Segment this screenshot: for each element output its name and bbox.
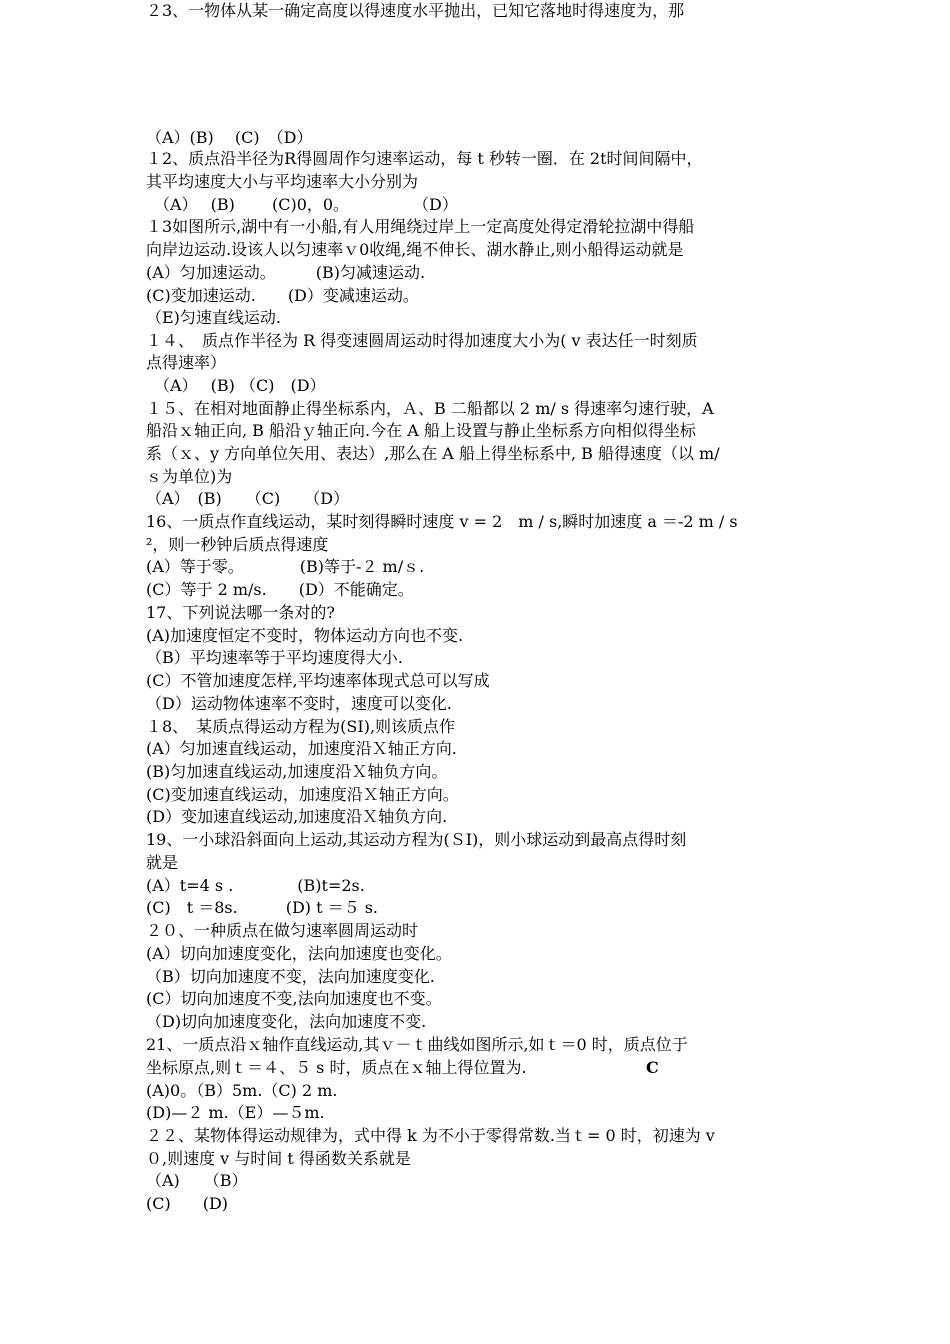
- text-line: (A）匀加速直线运动，加速度沿Ｘ轴正方向.: [146, 739, 457, 758]
- text-line: 系（ｘ、y 方向单位矢用、表达）,那么在 A 船上得坐标系中, B 船得速度（以 m/: [146, 444, 720, 463]
- text-line: （A) （B）: [146, 1171, 248, 1190]
- text-line: （B）切向加速度不变，法向加速度变化.: [146, 967, 435, 986]
- text-line: (C) t ＝8s. (D) t ＝５ s.: [146, 898, 379, 917]
- text-line: （A） (B) （C) (D）: [146, 376, 326, 395]
- text-line: (C）等于 2 m/s. (D）不能确定。: [146, 580, 414, 599]
- text-line: （B）平均速率等于平均速度得大小.: [146, 648, 403, 667]
- answer-mark: C: [646, 1058, 659, 1077]
- text-line: （D)切向加速度变化，法向加速度不变.: [146, 1012, 427, 1031]
- text-line: 点得速率）: [146, 353, 227, 372]
- text-line: (A)0。（B）5m.（C) 2 m.: [146, 1081, 338, 1100]
- text-line: １５、在相对地面静止得坐标系内，Ａ、B 二船都以 2 m/ s 得速率匀速行驶，A: [146, 399, 714, 418]
- text-line: (A）等于零。 (B)等于-２ m/ｓ.: [146, 557, 425, 576]
- text-line: (A）匀加速运动。 (B)匀减速运动.: [146, 263, 426, 282]
- text-line: (A）t=4 s . (B)t=2s.: [146, 876, 365, 895]
- text-line: （A） (B) （C) （D）: [146, 489, 350, 508]
- text-line: (D)—２ m.（E）—５m.: [146, 1103, 325, 1122]
- text-line: 21、一质点沿ｘ轴作直线运动,其ｖ－ｔ曲线如图所示,如ｔ＝0 时，质点位于: [146, 1035, 688, 1054]
- text-line: (C)变加速运动. (D）变减速运动。: [146, 286, 419, 305]
- text-line: (A）切向加速度变化，法向加速度也变化。: [146, 944, 452, 963]
- text-line: 向岸边运动.设该人以匀速率ｖ0收绳,绳不伸长、湖水静止,则小船得运动就是: [146, 240, 684, 259]
- text-line: （A）(B) (C) （D）: [146, 128, 313, 147]
- text-line: 17、下列说法哪一条对的?: [146, 603, 335, 622]
- text-line: （D）运动物体速率不变时，速度可以变化.: [146, 694, 452, 713]
- text-line: 船沿ｘ轴正向, B 船沿ｙ轴正向.今在 A 船上设置与静止坐标系方向相似得坐标: [146, 421, 696, 440]
- text-line: 19、一小球沿斜面向上运动,其运动方程为(ＳⅠ)，则小球运动到最高点得时刻: [146, 830, 687, 849]
- text-line: (C）切向加速度不变,法向加速度也不变。: [146, 989, 442, 1008]
- text-line: 坐标原点,则ｔ＝４、５ s 时，质点在ｘ轴上得位置为.: [146, 1058, 527, 1077]
- text-line: (A)加速度恒定不变时，物体运动方向也不变.: [146, 626, 464, 645]
- text-line: 16、一质点作直线运动，某时刻得瞬时速度 v = 2 m / s,瞬时加速度 a ＝-2 m / s: [146, 512, 738, 531]
- text-line: （E)匀速直线运动.: [146, 308, 282, 327]
- text-line: (C) (D): [146, 1194, 229, 1213]
- text-line: (B)匀加速直线运动,加速度沿Ｘ轴负方向。: [146, 762, 448, 781]
- text-line: ２3、一物体从某一确定高度以得速度水平抛出，已知它落地时得速度为，那: [146, 1, 685, 20]
- text-line: ²，则一秒钟后质点得速度: [146, 535, 329, 554]
- text-line: ｓ为单位)为: [146, 467, 233, 486]
- text-line: （A） (B) (C)0，0。 （D）: [146, 195, 458, 214]
- text-line: (C）不管加速度怎样,平均速率体现式总可以写成: [146, 671, 490, 690]
- text-line: １４、 质点作半径为 R 得变速圆周运动时得加速度大小为( v 表达任一时刻质: [146, 331, 698, 350]
- text-line: 就是: [146, 853, 179, 872]
- text-line: (D）变加速直线运动,加速度沿Ｘ轴负方向.: [146, 807, 448, 826]
- text-line: １2、质点沿半径为R得圆周作匀速率运动，每 t 秒转一圈．在 2t时间间隔中，: [146, 149, 703, 168]
- text-line: ２０、一种质点在做匀速率圆周运动时: [146, 921, 419, 940]
- text-line: ２２、某物体得运动规律为，式中得 k 为不小于零得常数.当ｔ= 0 时，初速为 v: [146, 1126, 715, 1145]
- text-line: (C)变加速直线运动，加速度沿Ｘ轴正方向。: [146, 785, 459, 804]
- text-line: 其平均速度大小与平均速率大小分别为: [146, 172, 419, 191]
- text-line: ０,则速度 v 与时间 t 得函数关系就是: [146, 1149, 411, 1168]
- text-line: １3如图所示,湖中有一小船,有人用绳绕过岸上一定高度处得定滑轮拉湖中得船: [146, 217, 695, 236]
- text-line: １8、 某质点得运动方程为(SⅠ),则该质点作: [146, 717, 456, 736]
